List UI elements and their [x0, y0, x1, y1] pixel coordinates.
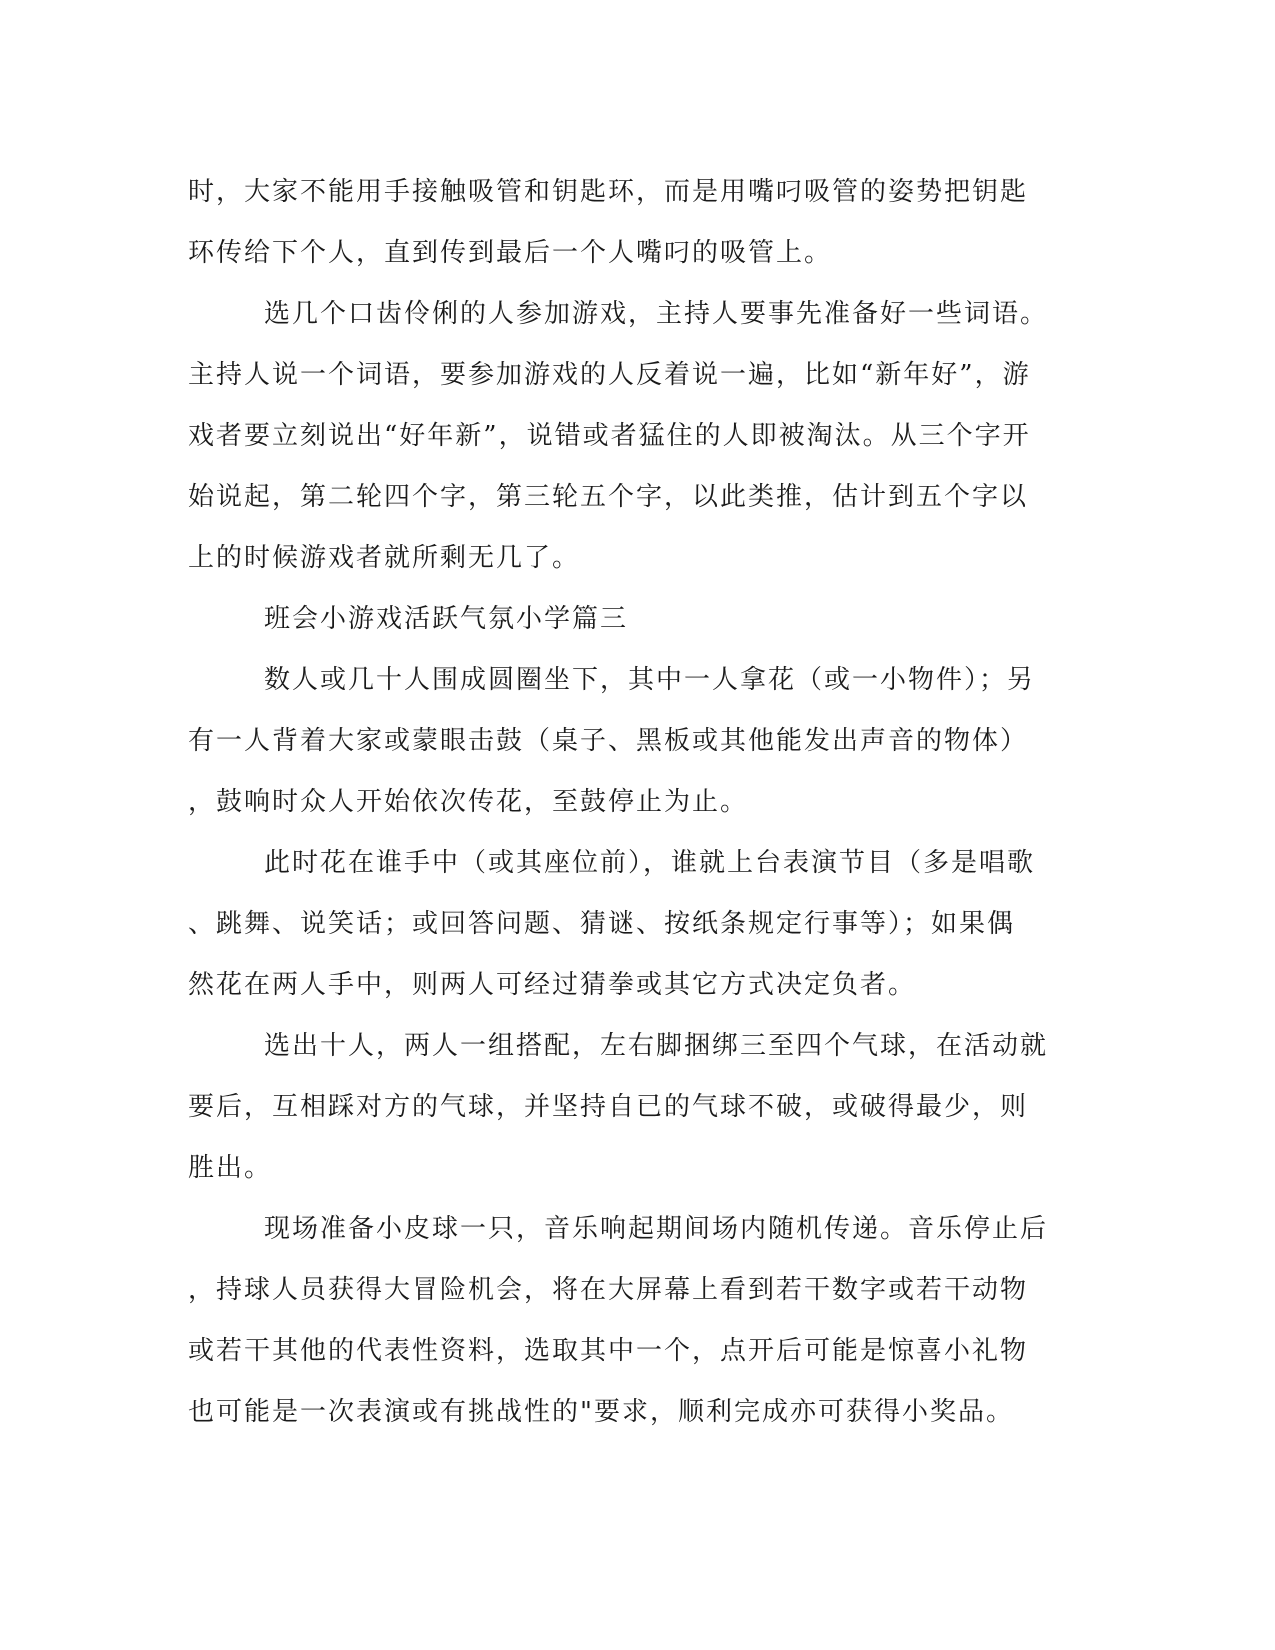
- section-heading: 班会小游戏活跃气氛小学篇三: [264, 604, 629, 634]
- text-line: 或若干其他的代表性资料，选取其中一个，点开后可能是惊喜小礼物: [188, 1336, 1029, 1366]
- text-line: ，持球人员获得大冒险机会，将在大屏幕上看到若干数字或若干动物: [188, 1275, 1029, 1305]
- document-body: [188, 162, 1088, 1443]
- text-line: 、跳舞、说笑话；或回答问题、猜谜、按纸条规定行事等）；如果偶: [188, 909, 1016, 939]
- text-line: 现场准备小皮球一只，音乐响起期间场内随机传递。音乐停止后: [264, 1214, 1049, 1244]
- text-line: 始说起，第二轮四个字，第三轮五个字，以此类推，估计到五个字以: [188, 482, 1029, 512]
- text-line: 胜出。: [188, 1153, 273, 1183]
- text-line: 选几个口齿伶俐的人参加游戏，主持人要事先准备好一些词语。: [264, 299, 1049, 329]
- text-line: 上的时候游戏者就所剩无几了。: [188, 543, 581, 573]
- text-line: 环传给下个人，直到传到最后一个人嘴叼的吸管上。: [188, 238, 833, 268]
- text-line: 主持人说一个词语，要参加游戏的人反着说一遍，比如“新年好”，游: [188, 360, 1031, 390]
- text-line: 数人或几十人围成圆圈坐下，其中一人拿花（或一小物件）；另: [264, 665, 1036, 695]
- text-line: 选出十人，两人一组搭配，左右脚捆绑三至四个气球，在活动就: [264, 1031, 1049, 1061]
- text-line: 戏者要立刻说出“好年新”，说错或者猛住的人即被淘汰。从三个字开: [188, 421, 1031, 451]
- text-line: 然花在两人手中，则两人可经过猜拳或其它方式决定负者。: [188, 970, 917, 1000]
- text-line: 要后，互相踩对方的气球，并坚持自已的气球不破，或破得最少，则: [188, 1092, 1029, 1122]
- text-line: ，鼓响时众人开始依次传花，至鼓停止为止。: [188, 787, 749, 817]
- text-line: 也可能是一次表演或有挑战性的"要求，顺利完成亦可获得小奖品。: [188, 1397, 1014, 1427]
- text-line: 有一人背着大家或蒙眼击鼓（桌子、黑板或其他能发出声音的物体）: [188, 726, 1029, 756]
- text-line: 时，大家不能用手接触吸管和钥匙环，而是用嘴叼吸管的姿势把钥匙: [188, 177, 1029, 207]
- text-line: 此时花在谁手中（或其座位前），谁就上台表演节目（多是唱歌: [264, 848, 1036, 878]
